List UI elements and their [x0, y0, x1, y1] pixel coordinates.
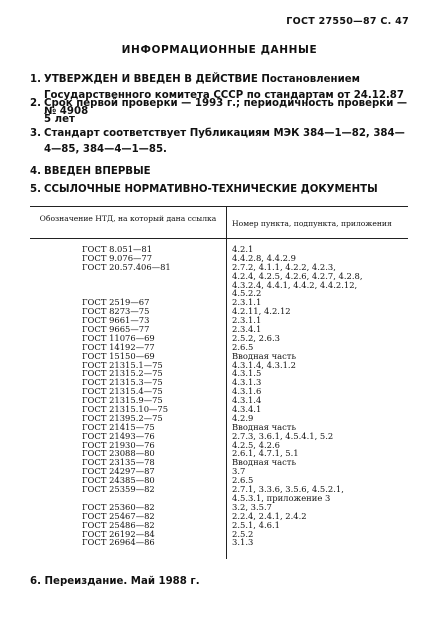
table-cell-clause: 2.6.1, 4.7.1, 5.1 [232, 448, 299, 459]
table-cell-clause: 2.5.2 [232, 528, 254, 539]
table-cell-designation: ГОСТ 8273—75 [82, 306, 150, 317]
table-cell-designation: ГОСТ 21493—76 [82, 430, 155, 441]
table-cell-designation: ГОСТ 26964—86 [82, 537, 155, 548]
table-cell-designation: ГОСТ 25359—82 [82, 484, 155, 495]
table-cell-clause: 2.3.1.1 [232, 315, 262, 326]
table-cell-designation: ГОСТ 21315.9—75 [82, 395, 163, 406]
table-cell-clause: Вводная часть [232, 421, 297, 432]
table-cell-clause: 3.7 [232, 466, 246, 477]
table-cell-clause: Вводная часть [232, 350, 297, 361]
table-cell-designation: ГОСТ 2519—67 [82, 297, 150, 308]
table-cell-designation: ГОСТ 25467—82 [82, 510, 155, 521]
table-column-clauses [232, 245, 412, 547]
table-column-designations [82, 245, 222, 547]
table-cell-clause: 4.3.1.6 [232, 386, 262, 397]
table-cell-designation: ГОСТ 26192—84 [82, 528, 155, 539]
item-number: 4. [30, 166, 41, 177]
table-cell-designation: ГОСТ 25486—82 [82, 519, 155, 530]
table-cell-clause: 4.4.2.8, 4.4.2.9 [232, 252, 296, 263]
info-item-2 [30, 96, 410, 128]
item-text: ВВЕДЕН ВПЕРВЫЕ [44, 166, 151, 177]
info-item-4 [30, 164, 410, 180]
table-cell-clause: 2.6.5 [232, 341, 254, 352]
table-header-clause: Номер пункта, подпункта, приложения [232, 219, 392, 228]
table-top-rule [30, 206, 408, 207]
table-header-rule [30, 238, 408, 239]
table-cell-clause: Вводная часть [232, 457, 297, 468]
page-header: ГОСТ 27550—87 С. 47 [286, 16, 409, 27]
table-cell-clause: 4.3.1.5 [232, 368, 262, 379]
item-number: 2. [30, 98, 41, 109]
table-cell-designation: ГОСТ 9661—73 [82, 315, 150, 326]
table-cell-designation: ГОСТ 21315.1—75 [82, 359, 163, 370]
table-cell-designation: ГОСТ 8.051—81 [82, 244, 153, 254]
table-cell-designation: ГОСТ 11076—69 [82, 332, 155, 343]
section-title: ИНФОРМАЦИОННЫЕ ДАННЫЕ [121, 44, 318, 56]
table-cell-clause: 4.2.11, 4.2.12 [232, 306, 291, 317]
table-cell-designation: ГОСТ 21395.2—75 [82, 412, 163, 423]
table-cell-designation: ГОСТ 21315.10—75 [82, 404, 169, 415]
table-header-designation: Обозначение НТД, на который дана ссылка [39, 214, 217, 223]
table-cell-clause: 4.2.4, 4.2.5, 4.2.6, 4.2.7, 4.2.8, [232, 270, 363, 281]
table-cell-designation: ГОСТ 21930—76 [82, 439, 155, 450]
table-cell-clause: 2.7.2, 4.1.1, 4.2.2, 4.2.3, [232, 261, 336, 272]
table-cell-designation: ГОСТ 25360—82 [82, 501, 155, 512]
table-cell-designation: ГОСТ 21415—75 [82, 421, 155, 432]
table-cell-clause: 4.2.1 [232, 244, 254, 254]
info-item-3 [30, 126, 410, 158]
table-cell-designation: ГОСТ 14192—77 [82, 341, 155, 352]
table-cell-clause: 2.7.1, 3.3.6, 3.5.6, 4.5.2.1, [232, 484, 344, 495]
table-cell-clause: 4.3.1.3 [232, 377, 262, 388]
table-cell-clause: 3.1.3 [232, 537, 254, 548]
table-cell-designation: ГОСТ 21315.2—75 [82, 368, 163, 379]
table-cell-designation: ГОСТ 9665—77 [82, 324, 150, 335]
table-cell-designation: ГОСТ 21315.4—75 [82, 386, 163, 397]
table-cell-clause: 2.3.4.1 [232, 324, 262, 335]
item-text: Срок первой проверки — 1993 г.; периодичность проверки — 5 лет [44, 98, 408, 125]
table-cell-designation: ГОСТ 23088—80 [82, 448, 155, 459]
table-cell-designation: ГОСТ 24385—80 [82, 475, 155, 486]
table-cell-designation: ГОСТ 21315.3—75 [82, 377, 163, 388]
table-cell-designation: ГОСТ 23135—78 [82, 457, 155, 468]
table-cell-clause: 4.3.4.1 [232, 404, 262, 415]
table-cell-clause: 4.3.2.4, 4.4.1, 4.4.2, 4.4.2.12, [232, 279, 358, 290]
table-cell-clause: 2.5.2, 2.6.3 [232, 332, 280, 343]
table-cell-designation [82, 281, 222, 290]
item-number: 5. [30, 184, 41, 195]
table-cell-designation: ГОСТ 20.57.406—81 [82, 261, 171, 272]
table-cell-clause: 4.2.5, 4.2.6 [232, 439, 280, 450]
table-cell-clause: 2.6.5 [232, 475, 254, 486]
table-cell-clause: 3.2, 3.5.7 [232, 501, 272, 512]
item-text: УТВЕРЖДЕН И ВВЕДЕН В ДЕЙСТВИЕ Постановлением Государственного комитета СССР по стандартам от 24.12.87 № 4908 [44, 74, 404, 117]
item-text: Стандарт соответствует Публикациям МЭК 384—1—82, 384—4—85, 384—4—1—85. [44, 128, 405, 155]
table-cell-clause: 2.3.1.1 [232, 297, 262, 308]
item-text: ССЫЛОЧНЫЕ НОРМАТИВНО-ТЕХНИЧЕСКИЕ ДОКУМЕНТЫ [44, 184, 378, 195]
table-cell-clause: 4.3.1.4, 4.3.1.2 [232, 359, 296, 370]
table-cell-clause: 4.3.1.4 [232, 395, 262, 406]
table-cell-designation [82, 272, 222, 281]
table-cell-clause: 4.5.3.1, приложение 3 [232, 492, 331, 503]
table-cell-clause: 4.2.9 [232, 412, 254, 423]
info-item-5 [30, 182, 410, 198]
table-cell-clause: 2.5.1, 4.6.1 [232, 519, 280, 530]
table-column-divider [226, 206, 227, 559]
table-cell-clause: 2.2.4, 2.4.1, 2.4.2 [232, 510, 307, 521]
table-cell-designation: ГОСТ 9.076—77 [82, 252, 153, 263]
table-cell-designation: ГОСТ 15150—69 [82, 350, 155, 361]
table-cell-designation: ГОСТ 24297—87 [82, 466, 155, 477]
table-cell-clause: 4.5.2.2 [232, 288, 262, 299]
reissue-note: 6. Переиздание. Май 1988 г. [30, 576, 200, 587]
item-number: 3. [30, 128, 41, 139]
table-cell-clause: 2.7.3, 3.6.1, 4.5.4.1, 5.2 [232, 430, 334, 441]
item-number: 1. [30, 74, 41, 85]
